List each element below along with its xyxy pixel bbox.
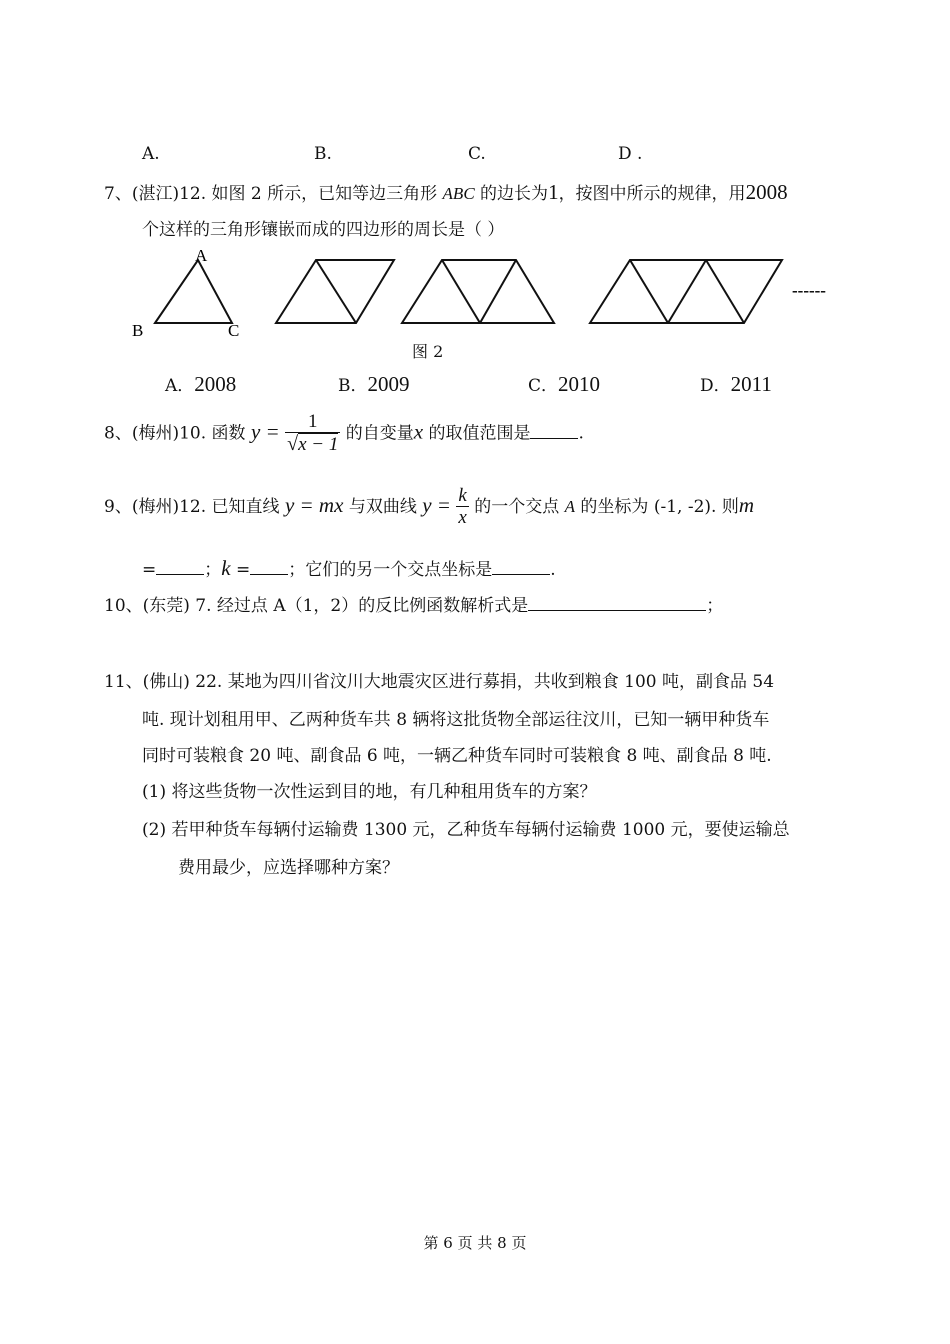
pattern-4-divider-2 — [668, 260, 706, 323]
q9-m-blank[interactable] — [156, 574, 204, 575]
vertex-a-label: A — [195, 248, 208, 265]
q8-suffix: 的取值范围是 — [423, 423, 531, 444]
q7-mid2: ，按图中所示的规律，用 — [558, 184, 746, 204]
q9-point: A — [564, 497, 576, 516]
pattern-4-divider-3 — [706, 260, 744, 323]
q9-point-blank[interactable] — [492, 574, 550, 575]
q8-var: x — [413, 419, 424, 444]
q8-prefix: 8、(梅州)10. 函数 — [104, 423, 251, 444]
q9-y-eq: y = — [422, 493, 451, 517]
q9-m: m — [738, 493, 755, 517]
pattern-4-divider-1 — [630, 260, 668, 323]
q7-mid: 的边长为 — [474, 184, 549, 204]
q8-answer-blank[interactable] — [530, 438, 578, 439]
q7-option-b-value: 2009 — [367, 372, 410, 396]
q10-end: ； — [706, 596, 724, 616]
q10-answer-blank[interactable] — [528, 610, 706, 611]
q7-option-b-letter: B． — [338, 376, 368, 396]
q8-stem — [104, 412, 584, 456]
q9-mid: 与双曲线 — [343, 497, 423, 517]
q6-option-d: D . — [618, 144, 643, 164]
q7-option-c — [528, 372, 600, 398]
q9-line-eq: y = mx — [284, 493, 344, 517]
triangle-abc — [155, 260, 232, 323]
q8-numerator: 1 — [307, 411, 318, 432]
pattern-3-divider-1 — [442, 260, 480, 323]
q11-sub1: (1) 将这些货物一次性运到目的地，有几种租用货车的方案？ — [142, 782, 597, 802]
q8-denominator — [285, 432, 340, 456]
q7-option-d-letter: D． — [700, 376, 731, 396]
q8-radicand: x − 1 — [298, 434, 339, 455]
q7-option-b — [338, 372, 410, 398]
q9-prefix: 9、(梅州)12. 已知直线 — [104, 497, 285, 517]
q6-option-c: C. — [468, 144, 486, 164]
vertex-b-label: B — [132, 321, 144, 340]
q9-mid4: ；它们的另一个交点坐标是 — [288, 560, 493, 580]
q8-fraction — [285, 412, 340, 456]
q7-stem-line2: 个这样的三角形镶嵌而成的四边形的周长是（ ） — [142, 220, 505, 240]
q9-stem — [104, 486, 754, 529]
q7-option-d — [700, 372, 772, 398]
q9-eq: = — [142, 560, 157, 580]
q7-option-c-value: 2010 — [558, 372, 601, 396]
q9-k-blank[interactable] — [250, 574, 288, 575]
pattern-3-divider-2 — [480, 260, 516, 323]
q7-option-a — [165, 372, 236, 398]
q7-one: 1 — [548, 180, 559, 204]
sqrt-sign: √ — [287, 433, 299, 455]
q9-mid2: 的一个交点 — [474, 497, 565, 517]
q9-k-eq: = — [230, 560, 251, 580]
q11-line2: 吨. 现计划租用甲、乙两种货车共 8 辆将这批货物全部运往汶川，已知一辆甲种货车 — [142, 710, 770, 730]
q9-denominator: x — [458, 507, 467, 528]
q7-abc: ABC — [442, 184, 475, 203]
q9-k: k — [221, 556, 231, 580]
q8-end: . — [578, 423, 584, 444]
q11-line1: 11、(佛山) 22. 某地为四川省汶川大地震灾区进行募捐，共收到粮食 100 吨，副食品 54 — [104, 672, 775, 692]
q9-numerator: k — [458, 485, 467, 506]
vertex-c-label: C — [228, 321, 240, 340]
q8-mid: 的自变量 — [345, 423, 414, 444]
q7-count: 2008 — [745, 180, 788, 204]
q6-option-b: B. — [314, 144, 332, 164]
q7-prefix: 7、(湛江)12. 如图 2 所示，已知等边三角形 — [104, 184, 443, 204]
q7-option-a-letter: A． — [165, 376, 195, 396]
q10-stem — [104, 594, 723, 618]
page-footer: 第 6 页 共 8 页 — [423, 1234, 527, 1252]
figure-caption: 图 2 — [412, 342, 444, 361]
q11-sub2-line2: 费用最少，应选择哪种方案？ — [178, 858, 399, 878]
q7-option-d-value: 2011 — [730, 372, 772, 396]
q9-line2 — [142, 556, 556, 582]
q7-option-a-value: 2008 — [194, 372, 237, 396]
pattern-3-outline — [402, 260, 554, 323]
q7-option-c-letter: C． — [528, 376, 559, 396]
pattern-2-divider — [316, 260, 356, 323]
q11-sub2-line1: (2) 若甲种货车每辆付运输费 1300 元，乙种货车每辆付运输费 1000 元，要使运输总 — [142, 820, 790, 840]
q11-line3: 同时可装粮食 20 吨、副食品 6 吨，一辆乙种货车同时可装粮食 8 吨、副食品 8 吨. — [142, 746, 772, 766]
q9-fraction — [456, 486, 468, 529]
q7-figure — [120, 248, 850, 368]
q10-text: 10、(东莞) 7. 经过点 A（1，2）的反比例函数解析式是 — [104, 596, 529, 616]
q7-stem — [104, 180, 788, 206]
q9-mid3: 的坐标为 (-1, -2). 则 — [575, 497, 739, 517]
q9-end: . — [550, 560, 556, 580]
q9-sep: ； — [204, 560, 222, 580]
q6-option-a: A. — [142, 144, 160, 164]
continuation-dots: ------ — [792, 281, 826, 300]
q8-y-eq: y = — [250, 419, 280, 444]
